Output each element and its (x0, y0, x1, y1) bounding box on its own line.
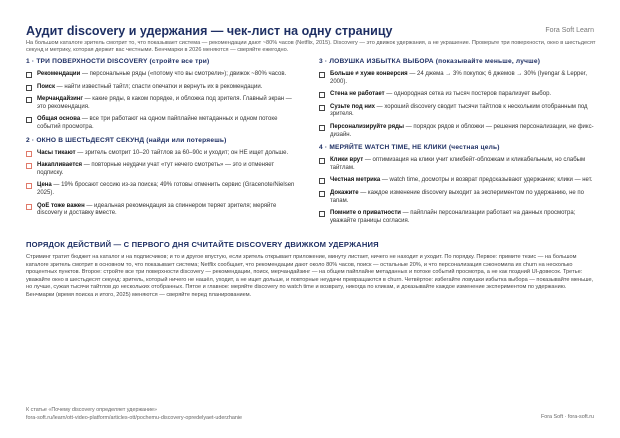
section-heading: 1 · ТРИ ПОВЕРХНОСТИ DISCOVERY (стройте все три) (26, 58, 210, 65)
checkbox[interactable] (319, 72, 325, 78)
footer-source (26, 406, 242, 422)
item-title: Рекомендации (37, 71, 81, 77)
item-title: Поиск (37, 83, 56, 90)
right-column (319, 58, 595, 230)
checklist-item (319, 210, 595, 225)
page-title: Аудит discovery и удержания — чек-лист на одну страницу (26, 24, 393, 38)
item-text: — пайплайн персонализации работает на данных просмотра; уважайте границы согласия. (330, 210, 576, 224)
item-title: Цена (37, 182, 52, 189)
item-text: — какие ряды, в каком порядке, и обложка под зрителя. Главный экран — это рекомендация. (37, 96, 292, 110)
checkbox[interactable] (319, 211, 325, 217)
item-text: — найти известный тайтл; спасти опечатки и вернуть их в рекомендации. (55, 83, 263, 90)
footer-article-link[interactable]: fora-soft.ru/learn/ott-video-platform/articles-ott/pochemu-discovery-opredelyaet-uderzhanie (26, 415, 243, 421)
item-title: Сузьте под них (330, 103, 376, 110)
checklist-item (26, 116, 302, 131)
item-text: — каждое изменение discovery выходит за экспериментом по удержанию, не по тапам. (330, 189, 585, 204)
section-three-surfaces (26, 58, 302, 132)
checklist-item (26, 84, 302, 92)
checkbox[interactable] (26, 163, 32, 169)
checklist-item (26, 182, 302, 197)
item-title: Мерчандайзинг (37, 96, 83, 103)
checkbox[interactable] (319, 125, 325, 131)
checklist-item (319, 124, 595, 139)
left-column (26, 58, 302, 223)
checkbox[interactable] (319, 158, 325, 164)
item-title: Часы тикают (37, 149, 76, 156)
checklist-item (319, 177, 595, 185)
action-heading: ПОРЯДОК ДЕЙСТВИЙ — С ПЕРВОГО ДНЯ СЧИТАЙТЕ DISCOVERY ДВИЖКОМ УДЕРЖАНИЯ (26, 240, 379, 249)
checklist-item (319, 157, 595, 172)
item-text: — 19% бросают сессию из-за поиска; 49% готовы отменить сервис (Gracenote/Nielsen 2025). (37, 182, 295, 196)
checkbox[interactable] (26, 151, 32, 157)
checkbox[interactable] (319, 191, 325, 197)
item-title: Клики врут (330, 157, 364, 164)
section-heading: 3 · ЛОВУШКА ИЗБЫТКА ВЫБОРА (показывайте меньше, лучше) (319, 58, 541, 65)
intro-paragraph: На большом каталоге зритель смотрит то, что показывает система — рекомендации дают ~80% часов (Netflix, 2015). Discovery — это движок удержания, а не украшение. Проверьте три поверхности, окно в шестьдесят секунд и метрику, которая держит вас честными. Бенчмарки в 2026 меняются — сверяйте ежегодно. (26, 40, 596, 54)
checklist-item (26, 96, 302, 111)
checklist-item (319, 71, 595, 86)
checkbox[interactable] (319, 178, 325, 184)
section-choice-overload (319, 58, 595, 139)
checklist-item (26, 162, 302, 177)
item-text: — повторные неудачи учат «тут нечего смотреть» — это и отменяет подписку. (37, 162, 275, 176)
item-text: — порядок рядов и обложки — решения персонализации, не фикс-дизайн. (330, 123, 594, 138)
item-title: Больше ≠ хуже конверсия (330, 71, 408, 77)
item-text: — персональные ряды («потому что вы смотрели»); движок ~80% часов. (80, 71, 287, 77)
item-title: Накапливается (37, 162, 83, 169)
item-text: — хороший discovery сводит тысячи тайтлов к нескольким отобранным под зрителя. (330, 103, 588, 118)
checkbox[interactable] (26, 204, 32, 210)
section-sixty-seconds (26, 137, 302, 218)
item-text: — однородная сетка из тысяч постеров парализует выбор. (384, 91, 552, 98)
checklist-item (319, 104, 595, 119)
item-title: Стена не работает (330, 91, 385, 98)
item-title: Докажите (330, 189, 359, 196)
section-measure-watch-time (319, 144, 595, 225)
brand-label: Fora Soft Learn (545, 27, 594, 34)
checkbox[interactable] (26, 85, 32, 91)
section-heading: 2 · ОКНО В ШЕСТЬДЕСЯТ СЕКУНД (найди или потеряешь) (26, 136, 227, 144)
item-text: — зритель смотрит 10–20 тайтлов за 60–90с и уходит; он НЕ ищет дольше. (75, 149, 289, 156)
item-text: — все три работают на одном пайплайне метаданных и одном потоке событий просмотра. (37, 116, 278, 130)
item-text: — watch time, досмотры и возврат предсказывают удержание; клики — нет. (380, 177, 593, 184)
item-text: — идеальная рекомендация за спиннером теряет зрителя; меряйте discovery и доставку вместе. (37, 202, 277, 217)
section-heading: 4 · МЕРЯЙТЕ WATCH TIME, НЕ КЛИКИ (честная цель) (319, 144, 500, 152)
checkbox[interactable] (26, 97, 32, 103)
checklist-item (26, 150, 302, 158)
item-text: — 24 джема → 3% покупок; 6 джемов → 30% (Iyengar & Lepper, 2000). (330, 71, 588, 85)
action-paragraph: Стриминг тратит бюджет на каталог и на подписчиков; и то и другое впустую, если зритель открывает приложение, минуту листает, ничего не находит и уходит. По порядку. Первое: примите тезис — на большом каталоге зритель смотрит в основном то, что показывает система; Netflix сообщает, что рекомендации дают около 80% часов, поиск — остальные 20%, и что персонализация сэкономила их churn на несколько процентных пунктов. Второе: стройте все три поверхности discovery — рекомендации, поиск, мерчандайзинг — на общем пайплайне метаданных и потоке событий просмотра, а не как поздний UI-довесок. Третье: уважайте окно в шестьдесят секунд: зритель, который ничего не нашёл, уходит, а не ищет дольше, и повторные неудачи превращаются в churn. Четвёртое: избегайте ловушки избытка выбора — показывайте меньше, но лучше, сужая тысячи тайтлов до нескольких отобранных. Пятое и главное: меряйте discovery по watch time и возврату, никогда по кликам, и доказывайте каждое изменение экспериментом по удержанию. Бенчмарки (время поиска и итого, 2025) меняются — сверяйте перед планированием. (26, 254, 594, 298)
checklist-item (319, 91, 595, 99)
item-title: Персонализируйте ряды (330, 123, 405, 130)
checklist-item (26, 71, 302, 79)
footer-article-label: К статье «Почему discovery определяет удержание» (26, 407, 158, 413)
checklist-item (26, 203, 302, 218)
item-title: Честная метрика (330, 177, 381, 184)
item-title: Помните о приватности (330, 210, 401, 217)
checkbox[interactable] (26, 72, 32, 78)
checklist-item (319, 190, 595, 205)
checkbox[interactable] (26, 183, 32, 189)
item-text: — оптимизация на клики учит кликбейт-обложкам и кликабельным, но слабым тайтлам. (330, 157, 586, 171)
item-title: QoE тоже важен (37, 202, 85, 209)
item-title: Общая основа (37, 116, 81, 123)
checkbox[interactable] (319, 105, 325, 111)
footer-brand: Fora Soft · fora-soft.ru (540, 414, 594, 420)
checkbox[interactable] (26, 117, 32, 123)
checkbox[interactable] (319, 92, 325, 98)
